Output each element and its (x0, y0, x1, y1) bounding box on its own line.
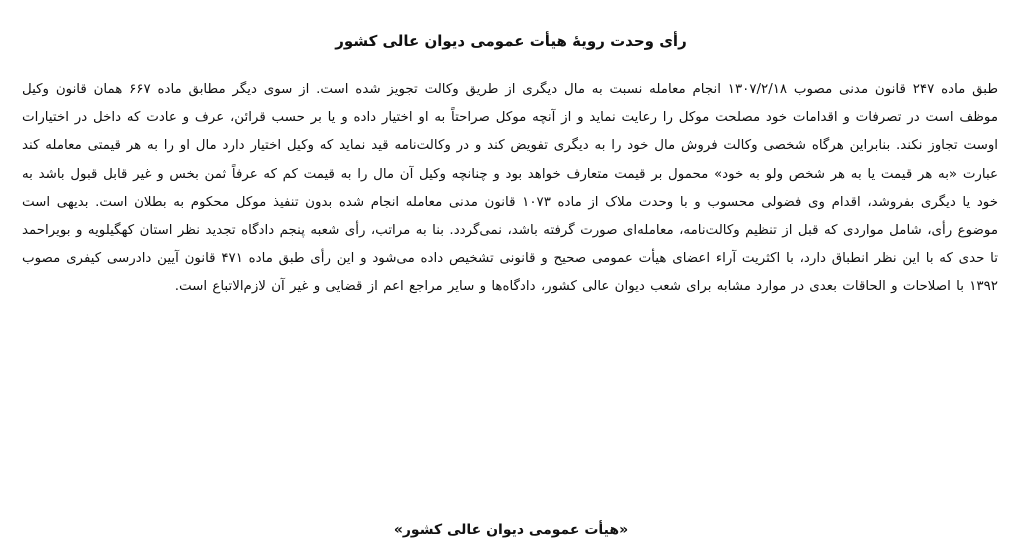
document-body: طبق ماده ۲۴۷ قانون مدنی مصوب ۱۳۰۷/۲/۱۸ انجام معامله نسبت به مال دیگری از طریق وکالت تجویز شده است. از سوی دیگر مطابق ماده ۶۶۷ همان قانون وکیل موظف است در تصرفات و اقدامات خود مصلحت موکل را رعایت نماید و از آنچه موکل صراحتاً به او اختیار داده و یا بر حسب قرائن، عرف و عادت که داخل در اختیارات اوست تجاوز نکند. بنابراین هرگاه شخصی وکالت فروش مال خود را به دیگری تفویض کند و در وکالت‌نامه قید نماید که وکیل اختیار دارد مال او را به هر قیمتی معامله کند عبارت «به هر قیمت یا به هر شخص ولو به خود» محمول بر قیمت متعارف خواهد بود و چنانچه وکیل آن مال را به قیمت کم که عرفاً ثمن بخس و غیر قابل قبول باشد به خود یا دیگری بفروشد، اقدام وی فضولی محسوب و با وحدت ملاک از ماده ۱۰۷۳ قانون مدنی معامله انجام شده بدون تنفیذ موکل محکوم به بطلان است. بدیهی است موضوع رأی، شامل مواردی که قبل از تنظیم وکالت‌نامه، معامله‌ای صورت گرفته باشد، نمی‌گردد. بنا به مراتب، رأی شعبه پنجم دادگاه تجدید نظر استان کهگیلویه و بویراحمد تا حدی که با این نظر انطباق دارد، با اکثریت آراء اعضای هیأت عمومی صحیح و قانونی تشخیص داده می‌شود و این رأی طبق ماده ۴۷۱ قانون آیین دادرسی کیفری مصوب ۱۳۹۲ با اصلاحات و الحاقات بعدی در موارد مشابه برای شعب دیوان عالی کشور، دادگاه‌ها و سایر مراجع اعم از قضایی و غیر آن لازم‌الاتباع است. (22, 82, 998, 295)
document-title: رأی وحدت رویهٔ هیأت عمومی دیوان عالی کشور (335, 32, 687, 50)
document-signature: «هیأت عمومی دیوان عالی کشور» (393, 522, 629, 538)
